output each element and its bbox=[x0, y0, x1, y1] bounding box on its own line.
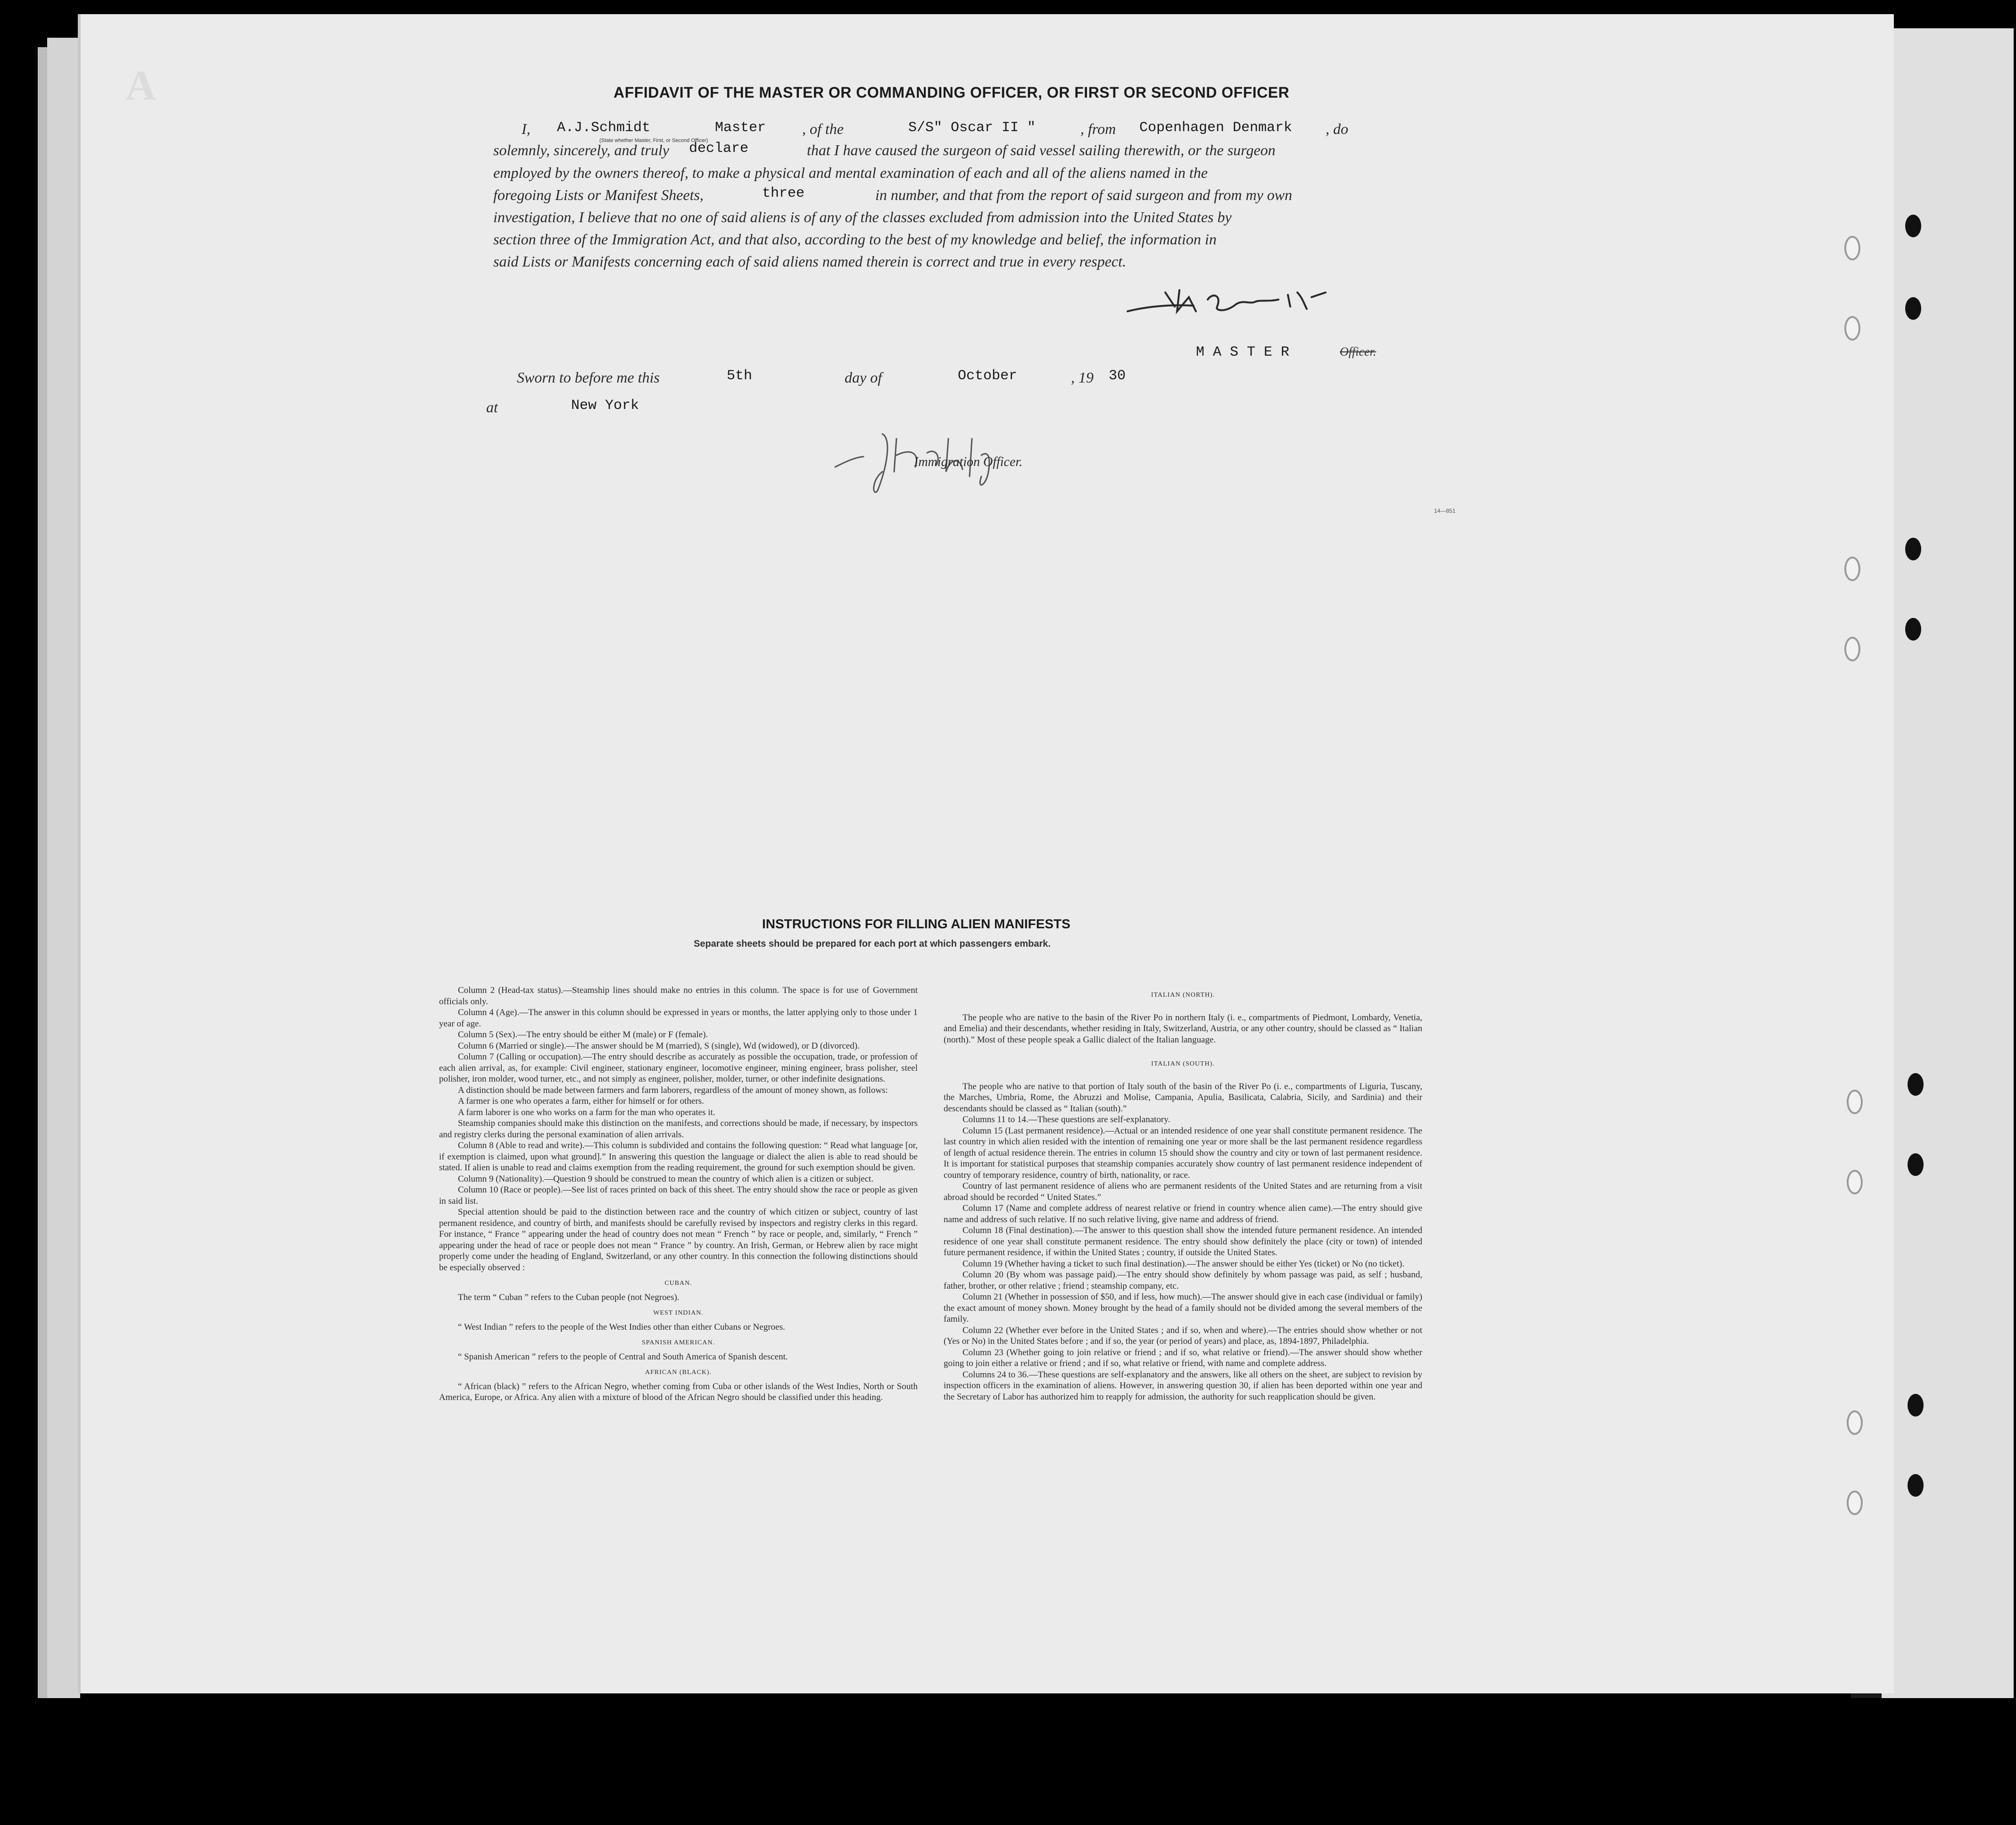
punch-hole bbox=[1908, 1394, 1924, 1417]
instr-left-p: Special attention should be paid to the distinction between race and the country of which citizen or subject, country of last permanent residence, and country of birth, and manifests should be carefully revised by inspectors and registry clerks in this regard. For instance, “ France ” appearing under the head of country does not mean “ French ” by race or people, and, similarly, “ French ” appearing under the head of race or people does not mean “ France ” by country. An Irish, German, or Hebrew alien by race might properly come under the heading of England, Switzerland, or any other country. In this connection the following distinctions should be especially observed : bbox=[439, 1207, 918, 1273]
instr-left-p: A farm laborer is one who works on a farm for the man who operates it. bbox=[458, 1107, 715, 1117]
aff-pronoun: I, bbox=[522, 120, 531, 137]
sworn-month: October bbox=[958, 368, 1018, 384]
instr-left-p: Column 8 (Able to read and write).—This column is subdivided and contains the following question: “ Read what language [or, if exemption is claimed, upon what ground].” In answering this question the language or dialect the alien is able to read should be stated. If alien is unable to read and claims exemption from the reading requirement, the ground for such exemption should be given. bbox=[439, 1141, 918, 1173]
aff-line4a: foregoing Lists or Manifest Sheets, bbox=[493, 186, 704, 203]
instr-right-p: Column 20 (By whom was passage paid).—The entry should show definitely by whom passage was paid, as self ; husband, father, brother, or other relative ; friend ; steamship company, etc. bbox=[944, 1270, 1422, 1291]
aff-of-the: , of the bbox=[802, 120, 844, 137]
instr-left-p: Column 4 (Age).—The answer in this column should be expressed in years or months, the latter applying only to those under 1 year of age. bbox=[439, 1008, 918, 1029]
instructions-right-column bbox=[944, 985, 1422, 1402]
master-signature bbox=[1118, 278, 1363, 330]
instr-left-p: Column 7 (Calling or occupation).—The entry should describe as accurately as possible the occupation, trade, or profession of each alien arrival, as, for example: Civil engineer, stationary engineer, locomotive engineer, mining engineer, brass polisher, steel polisher, iron molder, wood turner, etc., and not simply as engineer, polisher, molder, turner, or other indefinite designations. bbox=[439, 1052, 918, 1084]
italian-south-heading: ITALIAN (SOUTH). bbox=[1151, 1060, 1215, 1067]
form-number: 14—851 bbox=[1434, 508, 1456, 514]
instructions-left-column bbox=[439, 985, 918, 1403]
instr-right-p: Country of last permanent residence of aliens who are permanent residents of the United States and are returning from a visit abroad should be recorded “ United States.” bbox=[944, 1181, 1422, 1202]
instr-right-p: Columns 24 to 36.—These questions are self-explanatory and the answers, like all others on the sheet, are subject to revision by inspection officers in the examination of aliens. However, in answering question 30, if alien has been deported within one year and the Secretary of Labor has authorized him to reapply for admission, the authority for such reapplication should be given. bbox=[944, 1369, 1422, 1402]
aff-line5: investigation, I believe that no one of said aliens is of any of the classes excluded from admission into the United States by bbox=[493, 208, 1232, 225]
cuban-heading: CUBAN. bbox=[664, 1280, 692, 1287]
punch-hole-ring bbox=[1844, 557, 1860, 581]
aff-line3: employed by the owners thereof, to make a physical and mental examination of each and all of the aliens named in the bbox=[493, 164, 1208, 181]
sworn-century: , 19 bbox=[1071, 369, 1094, 386]
cuban-text: The term “ Cuban ” refers to the Cuban people (not Negroes). bbox=[458, 1292, 680, 1302]
sworn-at: at bbox=[486, 399, 498, 416]
instr-left-p: Column 6 (Married or single).—The answer should be M (married), S (single), Wd (widowed), or D (divorced). bbox=[458, 1041, 860, 1051]
aff-from: , from bbox=[1080, 120, 1116, 137]
spanish-american-heading: SPANISH AMERICAN. bbox=[642, 1339, 715, 1346]
declare-word: declare bbox=[689, 141, 749, 157]
aff-line4b: in number, and that from the report of said surgeon and from my own bbox=[875, 186, 1293, 203]
instr-right-p: Column 21 (Whether in possession of $50, and if less, how much).—The answer should give in each case (individual or family) the exact amount of money shown. Money brought by the head of a family should not be divided among the several members of the family. bbox=[944, 1292, 1422, 1324]
instr-right-p: Column 23 (Whether going to join relative or friend ; and if so, what relative or friend).—The answer should show whether going to join either a relative or friend ; and if so, what relative or friend, with name and complete address. bbox=[944, 1347, 1422, 1368]
punch-hole bbox=[1908, 1474, 1924, 1497]
manifest-page bbox=[78, 14, 1894, 1693]
punch-hole bbox=[1905, 215, 1921, 237]
instructions-title: INSTRUCTIONS FOR FILLING ALIEN MANIFESTS bbox=[762, 917, 1070, 931]
punch-hole bbox=[1905, 618, 1921, 641]
west-indian-heading: WEST INDIAN. bbox=[653, 1309, 704, 1317]
italian-south-text: The people who are native to that portion of Italy south of the basin of the River Po (i. e., compartments of Liguria, Tuscany, the Marches, Umbria, Rome, the Abruzzi and Molise, Campania, Apulia, Basilicata, Calabria, Sicily, and Sardinia) and their descendants should be classed as “ Italian (south).” bbox=[944, 1081, 1422, 1114]
punch-hole-ring bbox=[1844, 236, 1860, 260]
aff-line2b: that I have caused the surgeon of said vessel sailing therewith, or the surgeon bbox=[807, 142, 1276, 158]
instr-right-p: Column 15 (Last permanent residence).—Actual or an intended residence of one year shall constitute permanent residence. The last country in which alien resided with the intention of remaining one year or more shall be the last permanent residence regardless of length of actual residence therein. The entries in column 15 should show the country and city or town of last permanent residence. It is important for statistical purposes that steamship companies accurately show country of last permanent residence independent of country of temporary residence, country of birth, nationality, or race. bbox=[944, 1125, 1422, 1180]
punch-hole bbox=[1908, 1153, 1924, 1176]
african-heading: AFRICAN (BLACK). bbox=[645, 1369, 712, 1376]
instr-right-p: Column 19 (Whether having a ticket to such final destination).—The answer should be either Yes (ticket) or No (no ticket). bbox=[962, 1258, 1405, 1269]
instr-left-p: A farmer is one who operates a farm, either for himself or for others. bbox=[458, 1096, 704, 1106]
punch-hole-ring bbox=[1844, 316, 1860, 341]
instr-left-p: A distinction should be made between farmers and farm laborers, regardless of the amount of money shown, as follows: bbox=[458, 1085, 888, 1095]
adjacent-page bbox=[1882, 28, 2014, 1698]
punch-hole bbox=[1905, 538, 1921, 560]
master-rank: Master bbox=[715, 120, 766, 136]
instr-left-p: Steamship companies should make this distinction on the manifests, and corrections should be made, if necessary, by inspectors and registry clerks during the personal examination of alien arrivals. bbox=[439, 1118, 918, 1140]
punch-hole-ring bbox=[1847, 1170, 1863, 1194]
back-page-edge bbox=[38, 47, 47, 1698]
aff-line7: said Lists or Manifests concerning each of said aliens named therein is correct and true in every respect. bbox=[493, 253, 1126, 270]
instr-left-p: Column 9 (Nationality).—Question 9 should be construed to mean the country of which alien is a citizen or subject. bbox=[458, 1174, 874, 1184]
african-text: “ African (black) ” refers to the African Negro, whether coming from Cuba or other islands of the West Indies, North or South America, Europe, or Africa. Any alien with a mixture of blood of the African Negro should be classified under this heading. bbox=[439, 1381, 918, 1402]
master-name: A.J.Schmidt bbox=[557, 120, 651, 136]
punch-hole bbox=[1905, 297, 1921, 320]
sworn-day: 5th bbox=[727, 368, 753, 384]
instr-left-p: Column 10 (Race or people).—See list of races printed on back of this sheet. The entry should show the race or people as given in said list. bbox=[439, 1185, 918, 1206]
sworn-year: 30 bbox=[1109, 368, 1126, 384]
officer-caption: Immigration Officer. bbox=[914, 455, 1023, 469]
bleed-through-mark: A bbox=[125, 62, 156, 109]
struck-officer: Officer. bbox=[1340, 345, 1377, 358]
aff-line6: section three of the Immigration Act, and that also, according to the best of my knowledge and belief, the information in bbox=[493, 231, 1217, 248]
vessel-name: S/S" Oscar II " bbox=[908, 120, 1036, 136]
instructions-subtitle: Separate sheets should be prepared for each port at which passengers embark. bbox=[694, 939, 1051, 949]
punch-hole-ring bbox=[1844, 637, 1860, 661]
punch-hole bbox=[1908, 1073, 1924, 1096]
aff-do: , do bbox=[1326, 120, 1348, 137]
instr-left-p: Column 2 (Head-tax status).—Steamship lines should make no entries in this column. The space is for use of Government officials only. bbox=[439, 985, 918, 1007]
sworn-text: Sworn to before me this bbox=[517, 369, 660, 386]
instr-right-p: Column 22 (Whether ever before in the United States ; and if so, when and where).—The entries should show whether or not (Yes or No) in the United States before ; and if so, the year (or period of years) and place, as, 1894-1897, Philadelphia. bbox=[944, 1325, 1422, 1346]
punch-hole-ring bbox=[1847, 1491, 1863, 1515]
rank-caption: (State whether Master, First, or Second Officer) bbox=[599, 138, 708, 143]
west-indian-text: “ West Indian ” refers to the people of the West Indies other than either Cubans or Negroes. bbox=[458, 1322, 785, 1332]
punch-hole-ring bbox=[1847, 1410, 1863, 1435]
instr-right-p: Column 18 (Final destination).—The answer to this question shall show the intended future permanent residence. An intended residence of one year shall constitute permanent residence. The entry should show definitely the place (city or town) of intended future permanent residence, if within the United States ; country, if outside the United States. bbox=[944, 1225, 1422, 1258]
instr-right-p: Columns 11 to 14.—These questions are self-explanatory. bbox=[962, 1115, 1170, 1125]
punch-hole-ring bbox=[1847, 1090, 1863, 1114]
sworn-day-of: day of bbox=[845, 369, 882, 386]
sworn-place: New York bbox=[571, 398, 639, 414]
instr-left-p: Column 5 (Sex).—The entry should be either M (male) or F (female). bbox=[458, 1030, 708, 1040]
back-page-edge bbox=[47, 38, 80, 1698]
aff-line2a: solemnly, sincerely, and truly bbox=[493, 142, 669, 158]
italian-north-heading: ITALIAN (NORTH). bbox=[1151, 992, 1215, 999]
sheet-count: three bbox=[762, 185, 805, 201]
signer-title: MASTER bbox=[1196, 344, 1298, 360]
instr-right-p: Column 17 (Name and complete address of nearest relative or friend in country whence alien came).—The entry should give name and address of such relative. If no such relative living, give name and address of friend. bbox=[944, 1203, 1422, 1225]
italian-north-text: The people who are native to the basin of the River Po in northern Italy (i. e., compartments of Piedmont, Lombardy, Venetia, and Emelia) and their descendants, whether residing in Italy, Switzerland, Austria, or any other country, should be classed as “ Italian (north).” Most of these people speak a Gallic dialect of the Italian language. bbox=[944, 1012, 1422, 1045]
departure-port: Copenhagen Denmark bbox=[1139, 120, 1293, 136]
spanish-american-text: “ Spanish American ” refers to the people of Central and South America of Spanish descent. bbox=[458, 1351, 788, 1362]
affidavit-title: AFFIDAVIT OF THE MASTER OR COMMANDING OFFICER, OR FIRST OR SECOND OFFICER bbox=[614, 84, 1290, 101]
